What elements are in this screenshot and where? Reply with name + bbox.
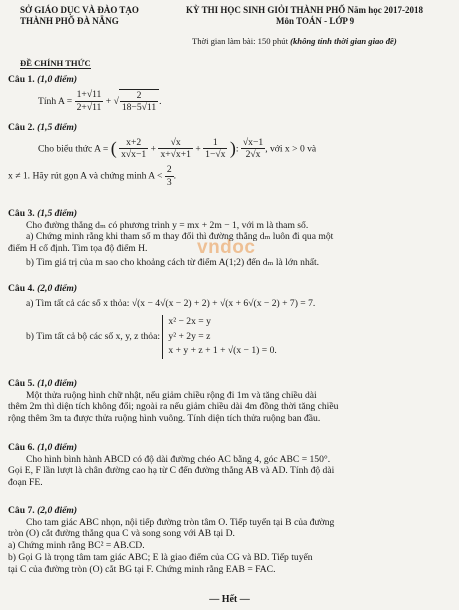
- question-2-expression: Cho biểu thức A = ( $\frac{x+2}{x√x-1}$ + $\frac{√x}{x+√x+1}$ + $\frac{1}{1-√x}$ ): $\frac{√x-1}{2√x}$ , với x > 0 và: [38, 136, 317, 161]
- watermark-logo: vndoc: [197, 237, 256, 258]
- question-7-text: tròn (O) cắt đường thẳng qua C và song song với AB tại D.: [8, 528, 235, 540]
- question-3-intro: Cho đường thẳng dₘ có phương trình y = mx + 2m − 1, với m là tham số.: [26, 219, 309, 231]
- city-name: THÀNH PHỐ ĐÀ NẴNG: [20, 16, 119, 27]
- question-6: [8, 442, 453, 489]
- question-3-part-a-cont: điểm H cố định. Tìm tọa độ điểm H.: [8, 243, 148, 255]
- question-6-text: Cho hình bình hành ABCD có độ dài đường chéo AC bằng 4, góc ABC = 150°.: [26, 453, 331, 465]
- question-5-text: rộng thêm 3m ta được thửa ruộng hình vuông. Tính diện tích thửa ruộng ban đầu.: [8, 413, 321, 425]
- question-5: [8, 378, 453, 425]
- equation-system: x² − 2x = y y² + 2y = z x + y + z + 1 + √(x − 1) = 0.: [162, 315, 276, 358]
- question-2-task: x ≠ 1. Hãy rút gọn A và chứng minh A < $\frac{2}{3}$ .: [8, 164, 177, 188]
- question-4-part-a: a) Tìm tất cả các số x thỏa: √(x − 4√(x − 2) + 2) + √(x + 6√(x − 2) + 7) = 7.: [26, 297, 316, 309]
- subject-line: Môn TOÁN - LỚP 9: [276, 16, 355, 27]
- question-7-part-a: a) Chứng minh rằng BC² = AB.CD.: [8, 540, 145, 552]
- question-3-part-a: a) Chứng minh rằng khi tham số m thay đổi thì đường thẳng dₘ luôn đi qua một: [26, 231, 334, 243]
- department-name: SỞ GIÁO DỤC VÀ ĐÀO TẠO: [20, 5, 139, 15]
- question-5-text: thêm 2m thì diện tích không đổi; ngoài ra nếu giảm chiều dài 4m đồng thời tăng chiều: [8, 401, 339, 413]
- sqrt-fraction: $\frac{2}{18-5√11}$: [119, 89, 159, 114]
- department-block: [20, 5, 170, 28]
- question-3-part-b: b) Tìm giá trị của m sao cho khoảng cách từ điểm A(1;2) đến dₘ là lớn nhất.: [26, 256, 320, 268]
- question-7-part-b: b) Gọi G là trọng tâm tam giác ABC; E là giao điểm của CG và BD. Tiếp tuyến: [8, 551, 313, 563]
- question-6-text: đoạn FE.: [8, 477, 43, 489]
- fraction: $\frac{√x}{x+√x+1}$: [160, 136, 191, 161]
- exam-title-block: [186, 5, 456, 46]
- question-7-part-b-cont: tại C của đường tròn (O) cắt BG tại F. Chứng minh rằng EAB = FAC.: [8, 563, 276, 575]
- question-7: [8, 505, 453, 575]
- fraction: $\frac{x+2}{x√x-1}$: [121, 136, 147, 161]
- question-4-part-b: b) Tìm tất cả bộ các số x, y, z thỏa: x² − 2x = y y² + 2y = z x + y + z + 1 + √(x − 1) = 0.: [8, 315, 453, 358]
- question-2: [8, 122, 453, 189]
- fraction: $\frac{√x-1}{2√x}$: [242, 136, 264, 161]
- exam-header: [0, 5, 459, 68]
- question-2-title: Câu 2. (1,5 điểm): [8, 122, 78, 133]
- time-line: Thời gian làm bài: 150 phút (không tính thời gian giao đề): [192, 35, 397, 46]
- question-1-title: Câu 1. (1,0 điểm): [8, 74, 78, 85]
- question-5-text: Một thửa ruộng hình chữ nhật, nếu giảm chiều rộng đi 1m và tăng chiều dài: [26, 389, 317, 401]
- fraction: $\frac{1+√11}{2+√11}$: [76, 89, 102, 113]
- end-marker: — Hết —: [209, 594, 250, 605]
- fraction: $\frac{2}{3}$: [166, 164, 172, 188]
- question-6-title: Câu 6. (1,0 điểm): [8, 442, 78, 453]
- question-4-title: Câu 4. (2,0 điểm): [8, 283, 78, 294]
- question-7-title: Câu 7. (2,0 điểm): [8, 505, 78, 516]
- question-1: [8, 74, 453, 117]
- question-4: [8, 283, 453, 359]
- question-1-expression: Tính A = $\frac{1+√11}{2+√11}$ + √ $\frac{2}{18-5√11}$ .: [38, 89, 162, 114]
- exam-title: KỲ THI HỌC SINH GIỎI THÀNH PHỐ Năm học 2017-2018: [186, 5, 423, 15]
- question-7-text: Cho tam giác ABC nhọn, nội tiếp đường tròn tâm O. Tiếp tuyến tại B của đường: [26, 516, 335, 528]
- official-exam-label: ĐỀ CHÍNH THỨC: [20, 58, 91, 68]
- question-6-text: Gọi E, F lần lượt là chân đường cao hạ từ C đến đường thẳng AB và AD. Tính độ dài: [8, 465, 335, 477]
- fraction: $\frac{1}{1-√x}$: [205, 136, 226, 161]
- question-3-title: Câu 3. (1,5 điểm): [8, 208, 78, 219]
- question-5-title: Câu 5. (1,0 điểm): [8, 378, 78, 389]
